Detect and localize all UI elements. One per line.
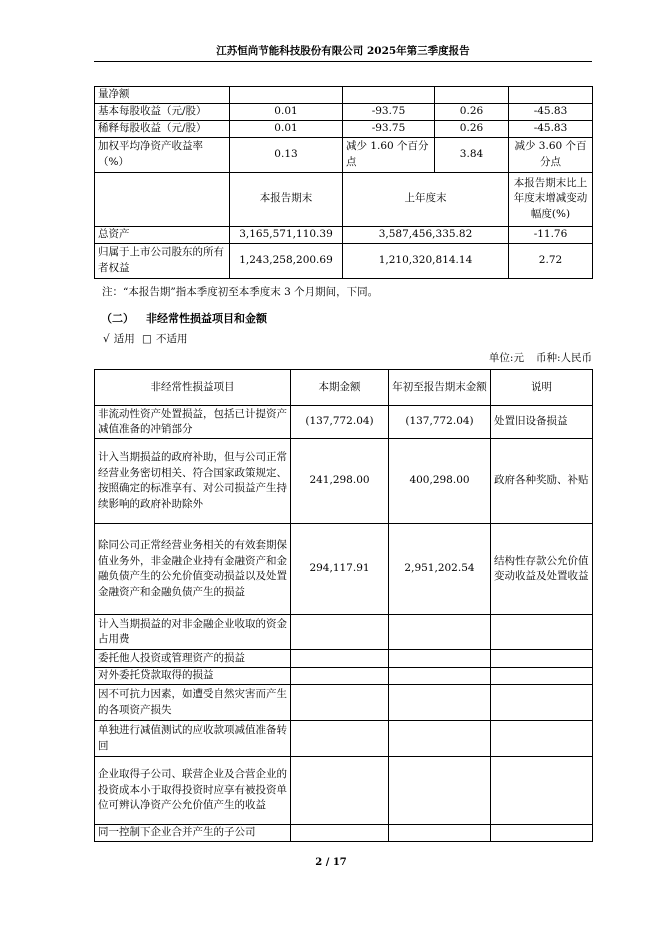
description-cell bbox=[491, 721, 593, 757]
table-row bbox=[95, 103, 593, 120]
ytd-amount-cell bbox=[389, 685, 491, 721]
table-row bbox=[95, 685, 593, 721]
ytd-amount-cell: 400,298.00 bbox=[389, 439, 491, 524]
cell-value: 0.01 bbox=[230, 103, 343, 120]
cell-value: -11.76 bbox=[509, 226, 593, 243]
cell-value: 0.13 bbox=[230, 137, 343, 172]
table-row bbox=[95, 137, 593, 172]
current-amount-cell: (137,772.04) bbox=[291, 406, 389, 439]
cell-value: -45.83 bbox=[509, 103, 593, 120]
table-row bbox=[95, 615, 593, 650]
column-header: 本期金额 bbox=[291, 370, 389, 406]
item-cell: 委托他人投资或管理资产的损益 bbox=[95, 650, 291, 668]
checked-mark-icon: √ bbox=[103, 333, 110, 345]
unit-label: 单位:元 bbox=[488, 352, 524, 364]
cell-value: 3,165,571,110.39 bbox=[230, 226, 343, 243]
ytd-amount-cell bbox=[389, 721, 491, 757]
table-row bbox=[95, 120, 593, 137]
non-recurring-items-table bbox=[94, 369, 593, 842]
ytd-amount-cell bbox=[389, 650, 491, 668]
checkbox-icon: □ bbox=[142, 333, 152, 345]
item-cell: 计入当期损益的对非金融企业收取的资金占用费 bbox=[95, 615, 291, 650]
cell-value: 3.84 bbox=[435, 137, 509, 172]
column-header: 年初至报告期末金额 bbox=[389, 370, 491, 406]
current-amount-cell: 294,117.91 bbox=[291, 524, 389, 615]
ytd-amount-cell: (137,772.04) bbox=[389, 406, 491, 439]
unit-line bbox=[477, 351, 592, 366]
description-cell: 处置旧设备损益 bbox=[491, 406, 593, 439]
column-header: 上年度末 bbox=[343, 172, 509, 226]
current-amount-cell bbox=[291, 668, 389, 685]
table-row bbox=[95, 757, 593, 825]
row-label: 加权平均净资产收益率（%） bbox=[95, 137, 230, 172]
row-label: 量净额 bbox=[95, 87, 230, 104]
column-header: 本报告期末比上年度末增减变动幅度(%) bbox=[509, 172, 593, 226]
page-header: 江苏恒尚节能科技股份有限公司 2025年第三季度报告 bbox=[216, 45, 470, 57]
item-cell: 对外委托贷款取得的损益 bbox=[95, 668, 291, 685]
cell-value: 2.72 bbox=[509, 243, 593, 278]
current-amount-cell: 241,298.00 bbox=[291, 439, 389, 524]
cell-value bbox=[435, 87, 509, 104]
page-number: 2 / 17 bbox=[315, 857, 347, 868]
item-cell: 除同公司正常经营业务相关的有效套期保值业务外，非金融企业持有金融资产和金融负债产生的公允价值变动损益以及处置金融资产和金融负债产生的损益 bbox=[95, 524, 291, 615]
column-header: 非经常性损益项目 bbox=[95, 370, 291, 406]
table-row bbox=[95, 524, 593, 615]
ytd-amount-cell bbox=[389, 757, 491, 825]
section-heading bbox=[101, 311, 279, 327]
applicable-label: 适用 bbox=[113, 333, 135, 345]
cell-value bbox=[509, 87, 593, 104]
table-row bbox=[95, 226, 593, 243]
cell-value: 减少 1.60 个百分点 bbox=[343, 137, 435, 172]
ytd-amount-cell bbox=[389, 615, 491, 650]
row-label: 总资产 bbox=[95, 226, 230, 243]
section-title: 非经常性损益项目和金额 bbox=[146, 312, 267, 325]
table-row bbox=[95, 825, 593, 842]
cell-value bbox=[343, 87, 435, 104]
empty-header-cell bbox=[95, 172, 230, 226]
applicability-options bbox=[103, 332, 191, 347]
item-cell: 计入当期损益的政府补助，但与公司正常经营业务密切相关、符合国家政策规定、按照确定的标准享有、对公司损益产生持续影响的政府补助除外 bbox=[95, 439, 291, 524]
table-row bbox=[95, 650, 593, 668]
current-amount-cell bbox=[291, 721, 389, 757]
header-divider bbox=[94, 61, 592, 62]
item-cell: 同一控制下企业合并产生的子公司 bbox=[95, 825, 291, 842]
table-header-row bbox=[95, 370, 593, 406]
item-cell: 企业取得子公司、联营企业及合营企业的投资成本小于取得投资时应享有被投资单位可辨认净资产公允价值产生的收益 bbox=[95, 757, 291, 825]
financial-indicators-table bbox=[94, 86, 593, 279]
current-amount-cell bbox=[291, 757, 389, 825]
cell-value: 1,210,320,814.14 bbox=[343, 243, 509, 278]
cell-value: 0.26 bbox=[435, 103, 509, 120]
current-amount-cell bbox=[291, 650, 389, 668]
row-label: 基本每股收益（元/股） bbox=[95, 103, 230, 120]
cell-value: -45.83 bbox=[509, 120, 593, 137]
table-footnote: 注：“本报告期”指本季度初至本季度末 3 个月期间，下同。 bbox=[102, 286, 379, 298]
description-cell bbox=[491, 615, 593, 650]
column-header: 本报告期末 bbox=[230, 172, 343, 226]
row-label: 稀释每股收益（元/股） bbox=[95, 120, 230, 137]
cell-value bbox=[230, 87, 343, 104]
current-amount-cell bbox=[291, 615, 389, 650]
description-cell: 结构性存款公允价值变动收益及处置收益 bbox=[491, 524, 593, 615]
table-header-row bbox=[95, 172, 593, 226]
item-cell: 单独进行减值测试的应收款项减值准备转回 bbox=[95, 721, 291, 757]
cell-value: 3,587,456,335.82 bbox=[343, 226, 509, 243]
section-number: （二） bbox=[101, 312, 134, 325]
cell-value: 1,243,258,200.69 bbox=[230, 243, 343, 278]
currency-label: 币种:人民币 bbox=[535, 352, 592, 364]
description-cell bbox=[491, 825, 593, 842]
table-row bbox=[95, 721, 593, 757]
table-row bbox=[95, 668, 593, 685]
description-cell bbox=[491, 685, 593, 721]
table-row bbox=[95, 439, 593, 524]
item-cell: 因不可抗力因素，如遭受自然灾害而产生的各项资产损失 bbox=[95, 685, 291, 721]
description-cell: 政府各种奖励、补贴 bbox=[491, 439, 593, 524]
cell-value: 减少 3.60 个百分点 bbox=[509, 137, 593, 172]
current-amount-cell bbox=[291, 825, 389, 842]
not-applicable-label: 不适用 bbox=[155, 333, 188, 345]
table-row bbox=[95, 406, 593, 439]
ytd-amount-cell bbox=[389, 668, 491, 685]
cell-value: 0.01 bbox=[230, 120, 343, 137]
ytd-amount-cell: 2,951,202.54 bbox=[389, 524, 491, 615]
table-row bbox=[95, 243, 593, 278]
table-row bbox=[95, 87, 593, 104]
description-cell bbox=[491, 650, 593, 668]
description-cell bbox=[491, 757, 593, 825]
cell-value: -93.75 bbox=[343, 103, 435, 120]
row-label: 归属于上市公司股东的所有者权益 bbox=[95, 243, 230, 278]
cell-value: 0.26 bbox=[435, 120, 509, 137]
ytd-amount-cell bbox=[389, 825, 491, 842]
column-header: 说明 bbox=[491, 370, 593, 406]
current-amount-cell bbox=[291, 685, 389, 721]
item-cell: 非流动性资产处置损益，包括已计提资产减值准备的冲销部分 bbox=[95, 406, 291, 439]
description-cell bbox=[491, 668, 593, 685]
cell-value: -93.75 bbox=[343, 120, 435, 137]
